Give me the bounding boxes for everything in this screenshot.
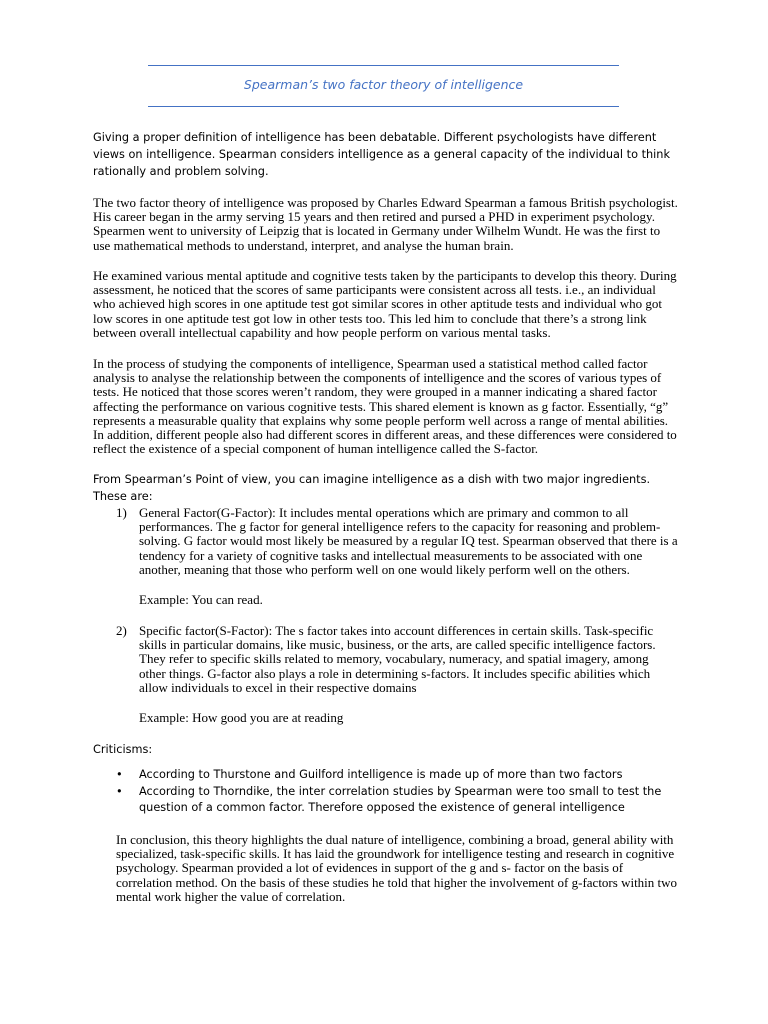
body-paragraph-history: The two factor theory of intelligence was proposed by Charles Edward Spearman a famous British psychologist. His career began in the army serving 15 years and then retired and pursed a PHD in experiment psychology. Spearmen went to university of Leipzig that is located in Germany under Wilhelm Wundt. He was the first to use mathematical methods to understand, interpret, and analyse the human brain. bbox=[93, 195, 678, 253]
criticisms-heading: Criticisms: bbox=[93, 743, 153, 756]
criticism-text: According to Thurstone and Guilford intelligence is made up of more than two factors bbox=[139, 768, 623, 781]
criticism-text: According to Thorndike, the inter correlation studies by Spearman were too small to test the question of a common factor. Therefore opposed the existence of general intelligence bbox=[139, 785, 662, 814]
s-factor-example: Example: How good you are at reading bbox=[139, 710, 344, 725]
lead-in-paragraph: From Spearman’s Point of view, you can imagine intelligence as a dish with two major ingredients. These are: bbox=[93, 473, 651, 503]
intro-paragraph: Giving a proper definition of intelligence has been debatable. Different psychologists have different views on intelligence. Spearman considers intelligence as a general capacity of the individual to think rationally and problem solving. bbox=[93, 131, 670, 178]
title-top-rule bbox=[148, 65, 619, 66]
body-paragraph-factor-analysis: In the process of studying the components of intelligence, Spearman used a statistical method called factor analysis to analyse the relationship between the components of intelligence and the scores of various types of tests. He noticed that those scores weren’t random, they were grouped in a manner indicating a shared factor affecting the performance on various cognitive tests. This shared element is known as g factor. Essentially, “g” represents a measurable quality that explains why some people perform well across a range of mental abilities. In addition, different people also had different scores in different areas, and these differences were considered to reflect the existence of a special component of human intelligence called the S-factor. bbox=[93, 356, 677, 457]
g-factor-description: General Factor(G-Factor): It includes mental operations which are primary and common to all performances. The g factor for general intelligence refers to the capacity for reasoning and problem-solving. G factor would most likely be measured by a regular IQ test. Spearman observed that there is a tendency for a variety of cognitive tasks and intellectual measurements to be associated with one another, meaning that those who perform well on one would likely perform well on the others. bbox=[139, 505, 678, 577]
s-factor-description: Specific factor(S-Factor): The s factor takes into account differences in certain skills. Task-specific skills in particular domains, like music, business, or the arts, are called specific intelligence factors. They refer to specific skills related to memory, vocabulary, numeracy, and spatial imagery, among other things. G-factor also plays a role in determining s-factors. It includes specific abilities which allow individuals to excel in their respective domains bbox=[139, 623, 656, 695]
body-paragraph-method: He examined various mental aptitude and cognitive tests taken by the participants to develop this theory. During assessment, he noticed that the scores of same participants were consistent across all tests. i.e., an individual who achieved high scores in one aptitude test got similar scores in other aptitude tests and individual who got low scores in one aptitude test got low in other tests too. This led him to conclude that there’s a strong link between overall intellectual capability and how people perform on various mental tasks. bbox=[93, 268, 677, 340]
title-bottom-rule bbox=[148, 106, 619, 107]
bullet-icon: • bbox=[116, 785, 123, 798]
list-number: 1) bbox=[116, 505, 127, 520]
document-title: Spearman’s two factor theory of intelligence bbox=[243, 77, 524, 92]
g-factor-example: Example: You can read. bbox=[139, 592, 263, 607]
list-number: 2) bbox=[116, 623, 127, 638]
bullet-icon: • bbox=[116, 768, 123, 781]
conclusion-paragraph: In conclusion, this theory highlights the dual nature of intelligence, combining a broad, general ability with specialized, task-specific skills. It has laid the groundwork for intelligence testing and research in cognitive psychology. Spearman provided a lot of evidences in support of the g and s- factor on the basis of correlation method. On the basis of these studies he told that higher the involvement of g-factors within two mental work higher the value of correlation. bbox=[116, 832, 678, 904]
